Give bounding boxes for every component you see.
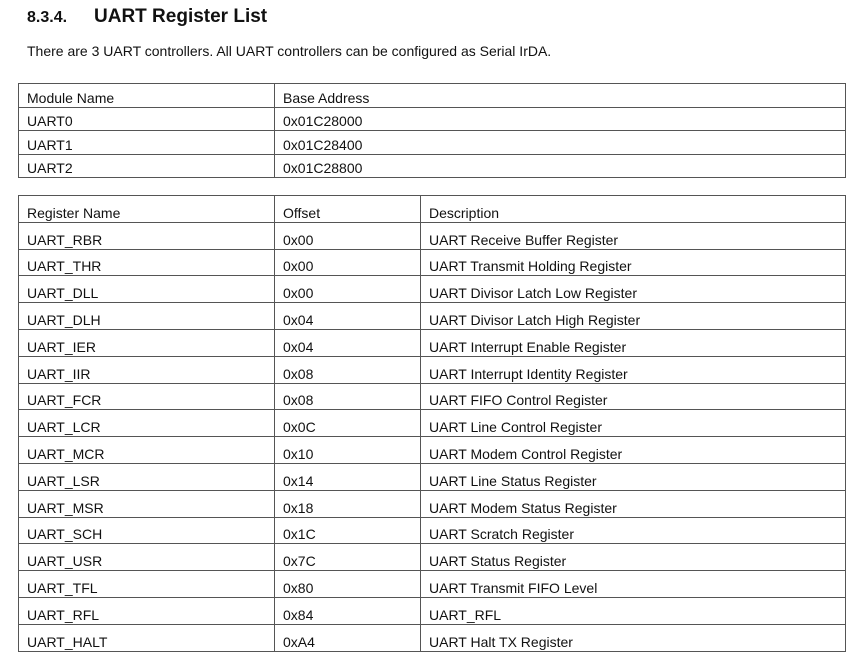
offset-cell: 0x84 [275,597,421,624]
module-name-cell: UART1 [19,131,275,155]
intro-paragraph: There are 3 UART controllers. All UART controllers can be configured as Serial IrDA. [27,43,552,59]
description-cell: UART Line Control Register [421,410,846,437]
base-address-cell: 0x01C28000 [275,107,846,131]
description-cell: UART Modem Control Register [421,437,846,464]
offset-cell: 0x80 [275,571,421,598]
section-title: UART Register List [94,6,268,27]
offset-cell: 0x1C [275,517,421,544]
register-name-cell: UART_IIR [19,356,275,383]
base-address-cell: 0x01C28800 [275,154,846,178]
description-cell: UART Interrupt Enable Register [421,329,846,356]
offset-cell: 0x08 [275,383,421,410]
module-table [18,83,846,178]
description-cell: UART FIFO Control Register [421,383,846,410]
description-cell: UART Modem Status Register [421,490,846,517]
table-row [19,131,846,155]
offset-cell: 0xA4 [275,624,421,651]
table-row [19,410,846,437]
module-table-header-row [19,84,846,108]
register-table [18,195,846,652]
offset-cell: 0x18 [275,490,421,517]
table-row [19,624,846,651]
description-cell: UART Transmit FIFO Level [421,571,846,598]
section-number: 8.3.4. [27,9,68,26]
table-row [19,490,846,517]
register-name-cell: UART_DLL [19,276,275,303]
table-row [19,154,846,178]
description-cell: UART_RFL [421,597,846,624]
table-row [19,571,846,598]
table-row [19,383,846,410]
offset-cell: 0x14 [275,463,421,490]
register-name-cell: UART_TFL [19,571,275,598]
header-cell: Offset [275,196,421,223]
table-row [19,463,846,490]
register-name-cell: UART_MSR [19,490,275,517]
table-row [19,222,846,249]
register-table-header-row [19,196,846,223]
offset-cell: 0x04 [275,329,421,356]
offset-cell: 0x0C [275,410,421,437]
table-row [19,544,846,571]
section-heading [27,6,267,32]
register-name-cell: UART_LCR [19,410,275,437]
base-address-cell: 0x01C28400 [275,131,846,155]
description-cell: UART Line Status Register [421,463,846,490]
description-cell: UART Status Register [421,544,846,571]
register-name-cell: UART_USR [19,544,275,571]
description-cell: UART Transmit Holding Register [421,249,846,276]
header-cell: Base Address [275,84,846,108]
module-name-cell: UART2 [19,154,275,178]
description-cell: UART Divisor Latch High Register [421,303,846,330]
header-cell: Register Name [19,196,275,223]
register-name-cell: UART_RBR [19,222,275,249]
table-row [19,597,846,624]
table-row [19,437,846,464]
description-cell: UART Divisor Latch Low Register [421,276,846,303]
offset-cell: 0x00 [275,249,421,276]
module-name-cell: UART0 [19,107,275,131]
offset-cell: 0x00 [275,222,421,249]
description-cell: UART Scratch Register [421,517,846,544]
table-row [19,303,846,330]
header-cell: Description [421,196,846,223]
header-cell: Module Name [19,84,275,108]
table-row [19,356,846,383]
register-name-cell: UART_SCH [19,517,275,544]
table-row [19,276,846,303]
table-row [19,107,846,131]
register-name-cell: UART_FCR [19,383,275,410]
offset-cell: 0x08 [275,356,421,383]
offset-cell: 0x00 [275,276,421,303]
register-name-cell: UART_THR [19,249,275,276]
register-name-cell: UART_HALT [19,624,275,651]
offset-cell: 0x7C [275,544,421,571]
register-name-cell: UART_IER [19,329,275,356]
register-name-cell: UART_LSR [19,463,275,490]
description-cell: UART Receive Buffer Register [421,222,846,249]
description-cell: UART Interrupt Identity Register [421,356,846,383]
register-name-cell: UART_DLH [19,303,275,330]
offset-cell: 0x10 [275,437,421,464]
table-row [19,249,846,276]
table-row [19,517,846,544]
description-cell: UART Halt TX Register [421,624,846,651]
register-name-cell: UART_RFL [19,597,275,624]
register-name-cell: UART_MCR [19,437,275,464]
table-row [19,329,846,356]
offset-cell: 0x04 [275,303,421,330]
